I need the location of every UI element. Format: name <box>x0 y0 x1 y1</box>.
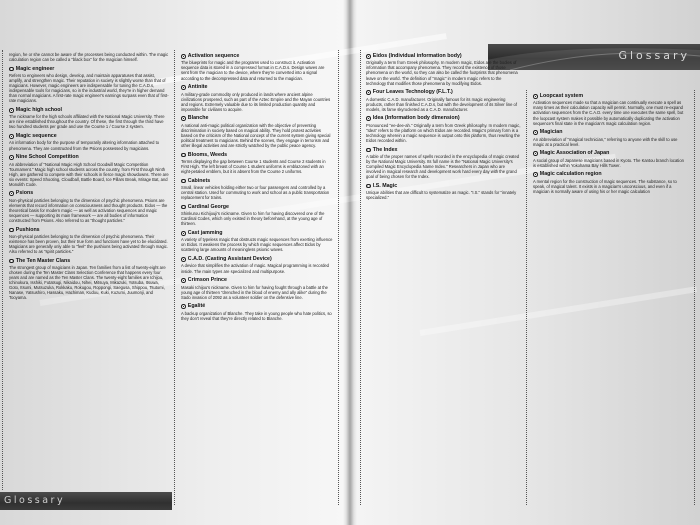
glossary-entry <box>181 84 333 112</box>
entry-definition: A mental region for the construction of magic sequences. The substance, so to speak, of magical talent. It exists in a magician's unconscious, and even if a magician is normally aware of using his or her magic calculation <box>533 178 677 194</box>
glossary-entry <box>366 89 521 112</box>
glossary-column-4 <box>533 93 688 510</box>
glossary-entry <box>366 147 521 180</box>
continued-text: region, he or she cannot be aware of the processes being conducted within. The magic calculation region can be called a "black box" for the magician himself. <box>9 52 169 63</box>
entry-definition: A device that simplifies the activation of magic. Magical programming is recorded inside. The main types are specialized and multipurpose. <box>181 263 329 274</box>
bullet-icon <box>9 155 14 160</box>
entry-definition: A domestic C.A.D. manufacturer. Originally famous for its magic engineering products, rather than finished C.A.D.s, but with the development of its Silver line of models, its fame skyrocketed as a C.A.D. manufacturer. <box>366 96 517 112</box>
glossary-column-2 <box>181 53 333 510</box>
entry-term: Cardinal George <box>187 203 229 210</box>
entry-term: Magician <box>539 129 563 136</box>
bullet-icon <box>181 85 186 90</box>
entry-term: Four Leaves Technology (F.L.T.) <box>372 89 453 96</box>
entry-definition: The strongest group of magicians in Japan. Ten families from a list of twenty-eight are chosen during the Ten Master Clans Selection Conference that happens every four years and are named as the Ten Master Clans. The twenty-eight families are Ichijou, Ichinokura, Isshiki, Futatsugi, Nikaidou, Nihei, Mitsuya, Mikazuki, Yotsuba, Itsuwa, Goto, Itsumi, Mutsuzuka, Rokkaku, Rokugou, Roppongi, Saegusa, Shippou, Tsutomi, Nanase, Yatsushiro, Hassaku, Hachiman, Kudou, Kuki, Kuzumi, Juumonji, and Tooyama. <box>9 265 166 301</box>
entry-term: Cabinets <box>187 177 211 184</box>
entry-definition: A military-grade commodity only produced in lands where ancient alpine civilizations prospered, such as part of the Aztec Empire and the Mayan countries and regions. Extremely valuable due to its limited production quantity and impossible for civilians to acquire. <box>181 91 331 112</box>
page-gutter <box>346 0 354 525</box>
entry-term: Nine School Competition <box>15 154 79 161</box>
entry-term: Magic calculation region <box>539 171 602 178</box>
column-rule-left-1 <box>174 50 175 505</box>
entry-term: Cast jamming <box>187 229 223 236</box>
entry-definition: Non-physical particles belonging to the dimension of psychic phenomena. Psions are elements that record information on consciousness and thought products. Eidos — the theoretical basis for modern magic — as well as activation sequences and magic sequences — supporting its main framework — are all bodies of information constructed from Psions. Also referred to as "thought particles." <box>9 197 168 223</box>
bullet-icon <box>181 231 186 236</box>
glossary-entry <box>9 154 169 187</box>
entry-definition: Unique abilities that are difficult to systematize as magic. "I.S." stands for "innately specialized." <box>366 190 517 201</box>
entry-term: Antinite <box>187 84 208 91</box>
entry-definition: Small, linear vehicles holding either two or four passengers and controlled by a central station. Used for commuting to work and school as a public transportation replacement for trains. <box>181 185 330 201</box>
header-title: Glossary <box>618 49 690 62</box>
glossary-entry <box>181 204 333 227</box>
glossary-entry <box>181 53 333 81</box>
entry-term: Magic high school <box>15 106 62 113</box>
bullet-icon <box>9 108 14 113</box>
bullet-icon <box>181 179 186 184</box>
glossary-entry <box>9 227 169 255</box>
glossary-entry <box>9 66 169 104</box>
entry-definition: Non-physical particles belonging to the dimension of psychic phenomena. Their existence has been proven, but their true form and functions have yet to be elucidated. Magicians are generally only able to "feel" the pushions being activated through magic. Also referred to as "spirit particles." <box>9 233 169 255</box>
entry-term: Magic Association of Japan <box>539 150 610 157</box>
bullet-icon <box>366 54 371 59</box>
glossary-entry <box>181 152 333 175</box>
entry-term: Crimson Prince <box>187 277 227 284</box>
glossary-entry <box>181 303 333 320</box>
bullet-icon <box>366 148 371 153</box>
entry-term: Magic engineer <box>15 65 55 72</box>
glossary-entry <box>533 150 688 167</box>
entry-definition: A national anti-magic political organization with the objective of preventing discrimination in society based on magical ability. They hold protest activities based on the criticism of the National concept of the current system giving special political treatment to magicians. Behind the scenes, they engage in terrorism and other illegal activities and are strictly watched by the public peace agency. <box>181 122 331 148</box>
bullet-icon <box>181 205 186 210</box>
glossary-column-1 <box>9 52 169 490</box>
glossary-entry <box>181 277 333 300</box>
glossary-entry <box>181 115 333 148</box>
entry-definition: A table of the proper names of spells recorded in the encyclopedia of magic created by the National Magic University. Its full name is the "National Magic University's Compiled Magic Encyclopedia Name Index." Researchers in Japan who are involved in magical research and development work hard every day with the grand goal of being chosen for the Index. <box>366 153 520 180</box>
glossary-entry <box>181 256 333 273</box>
bullet-icon <box>366 184 371 189</box>
entry-term: Pushions <box>15 226 40 233</box>
entry-term: Activation sequence <box>187 53 240 59</box>
bullet-icon <box>181 304 186 309</box>
bullet-icon <box>181 153 186 158</box>
entry-term: I.S. Magic <box>372 182 398 189</box>
bullet-icon <box>181 278 186 283</box>
column-rule-right-outer <box>694 90 695 505</box>
entry-definition: Terms displaying the gap between Course 1 students and Course 2 students in First High. The left breast of Course 1 student uniforms is emblazoned with an eight-petaled emblem, but it is absent from the Course 2 uniforms. <box>181 158 326 175</box>
entry-definition: An abbreviation of "National Magic High School Goodwill Magic Competition Tournament." Magic high school students across the country, from First through Ninth High, are gathered to compete with their schools in fierce magic showdowns. There are six events: Speed Shooting, Cloudball, Battle Board, Ice Pillars Break, Mirage Bat, and Monolith Code. <box>9 161 169 187</box>
bullet-icon <box>9 67 14 72</box>
glossary-column-3 <box>366 53 521 510</box>
glossary-entry <box>533 93 688 126</box>
glossary-entry <box>181 230 333 253</box>
entry-term: C.A.D. (Casting Assistant Device) <box>187 256 272 263</box>
bullet-icon <box>9 259 14 264</box>
bullet-icon <box>181 257 186 262</box>
entry-definition: Masaki Ichijou's nickname. Given to him for having fought through a battle at the young age of thirteen "drenched in the blood of enemy and ally alike" during the Sado invasion of 2092 as a volunteer soldier on the defensive line. <box>181 284 328 300</box>
entry-definition: An information body for the purpose of temporarily altering information attached to phenomena. They are constructed from the Psions possessed by magicians. <box>9 140 160 151</box>
column-rule-right-2 <box>526 90 527 505</box>
entry-definition: An abbreviation of "magical technician," referring to anyone with the skill to use magic at a practical level. <box>533 136 678 147</box>
entry-term: Idea (Information body dimension) <box>372 115 460 122</box>
entry-definition: Refers to engineers who design, develop, and maintain apparatuses that assist, amplify, and strengthen magic. Their reputation in society is slightly worse than that of magicians. However, magic engineers are indispensable for tuning the C.A.D.s, indispensable tools for magicians, so in the industrial world, they're in higher demand than normal magicians. A first-rate magic engineer's earnings surpass even that of first-rate magicians. <box>9 73 169 104</box>
entry-definition: A social group of Japanese magicians based in Kyoto. The Kantou branch location is established within Yokohama Bay Hills Tower. <box>533 157 684 168</box>
entry-term: Eidos (Individual information body) <box>372 53 462 59</box>
entry-term: The Ten Master Clans <box>15 257 71 264</box>
entry-term: Loopcast system <box>539 93 584 99</box>
entry-definition: Pronounced "ee-dee-ah." Originally a term from Greek philosophy. In modern magic, "Idea" refers to the platform on which Eidos are recorded. Magic's primary form is a technology wherein a magic sequence is output onto this platform, thus rewriting the Eidos recorded within. <box>366 122 521 143</box>
bullet-icon <box>181 54 186 59</box>
entry-definition: A variety of typeless magic that obstructs magic sequences from exerting influence on Eidos. It weakens the process by which magic sequences affect Eidos by scattering large amounts of meaningless psionic waves. <box>181 237 333 253</box>
footer-title: Glossary <box>4 495 66 506</box>
bullet-icon <box>9 191 14 196</box>
glossary-entry <box>9 133 169 150</box>
glossary-entry <box>366 115 521 143</box>
glossary-entry <box>9 258 169 301</box>
glossary-entry <box>9 190 169 223</box>
glossary-entry <box>366 53 521 86</box>
column-rule-left-outer <box>2 50 3 490</box>
entry-definition: A backup organization of Blanche. They take in young people who hate politics, so they don't reveal that they're directly related to Blanche. <box>181 310 332 321</box>
bullet-icon <box>533 172 538 177</box>
bullet-icon <box>533 94 538 99</box>
column-rule-right-1 <box>360 50 361 505</box>
entry-term: Blooms, Weeds <box>187 151 228 158</box>
bullet-icon <box>366 116 371 121</box>
column-rule-left-2 <box>338 50 339 505</box>
entry-term: Psions <box>15 190 34 197</box>
entry-definition: The blueprints for magic and the programs used to construct it. Activation sequence data is stored in a compressed format in C.A.D.s. Design waves are sent from the magician to the device, where they're converted into a signal according to the decompressed data and returned to the magician. <box>181 60 325 81</box>
entry-term: The Index <box>372 146 398 153</box>
entry-definition: The nickname for the high schools affiliated with the National Magic University. There are nine established throughout the country. Of these, the first through the third have two hundred students per grade and use the Course 1 / Course 2 system. <box>9 114 165 130</box>
bullet-icon <box>9 134 14 139</box>
bullet-icon <box>9 228 14 233</box>
entry-term: Magic sequence <box>15 133 57 140</box>
glossary-entry <box>533 171 688 194</box>
entry-definition: Activation sequences made so that a magician can continually execute a spell as many times as their calculation capacity will permit. Normally, one must re-expand activation sequences from the C.A.D. every time one executes the same spell, but the loopcast system makes it possible by automatically duplicating the activation sequence's final state in the magician's magic calculation region. <box>533 100 684 126</box>
entry-definition: Originally a term from Greek philosophy. In modern magic, Eidos are the bodies of information that accompany phenomena. They record the existence of those phenomena on the world, so they can also be called the footprints that phenomena leave on the world. The definition of "magic" in modern magic refers to the technology that modifies those phenomena by modifying Eidos. <box>366 60 518 86</box>
glossary-entry <box>9 107 169 130</box>
entry-term: Blanche <box>187 115 209 122</box>
bullet-icon <box>366 90 371 95</box>
entry-term: Egalité <box>187 303 206 310</box>
bullet-icon <box>181 116 186 121</box>
entry-definition: Shinkurou Kichijouji's nickname. Given to him for having discovered one of the Cardinal Codes, which only existed in theory beforehand, at the young age of thirteen. <box>181 211 325 227</box>
glossary-entry <box>533 129 688 146</box>
glossary-entry <box>366 183 521 200</box>
glossary-entry <box>181 178 333 201</box>
bullet-icon <box>533 151 538 156</box>
bullet-icon <box>533 130 538 135</box>
